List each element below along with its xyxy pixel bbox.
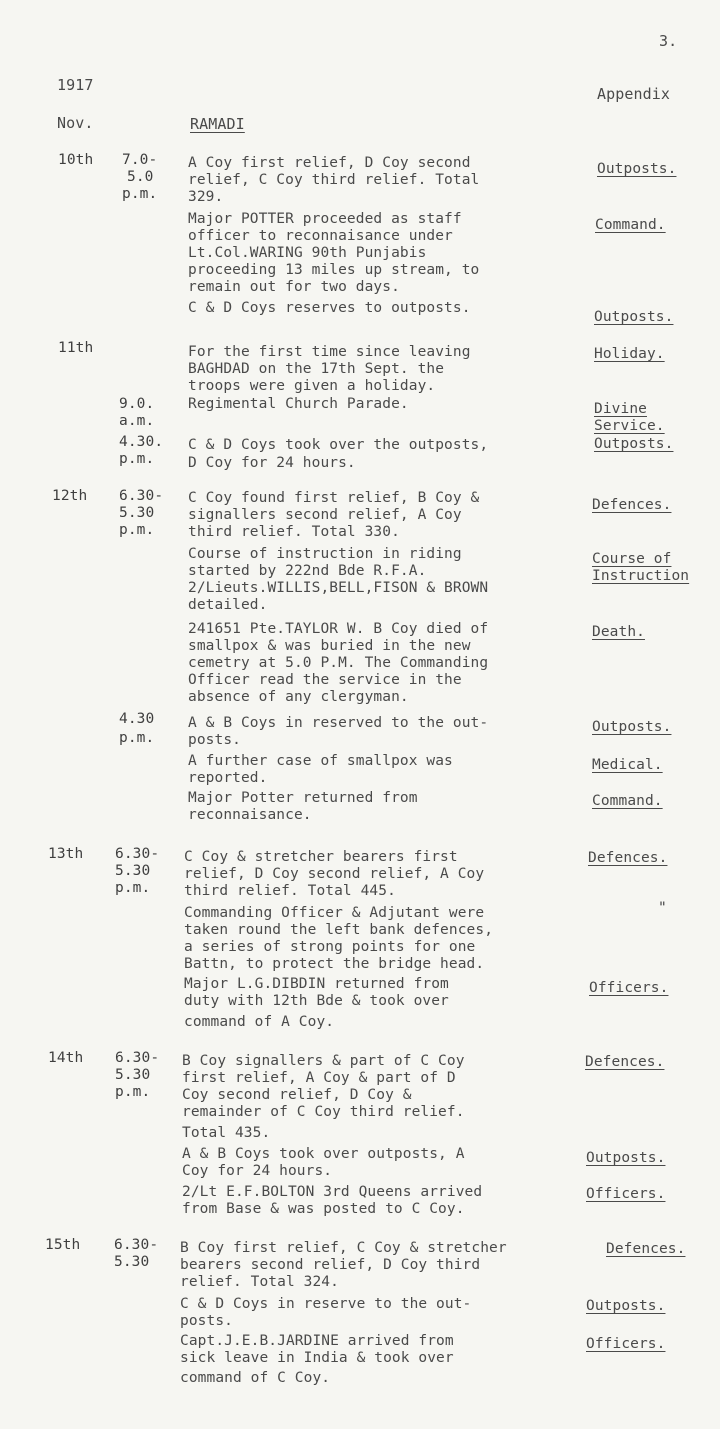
appendix-entry: Defences. [588, 850, 668, 866]
day-label: 13th [48, 846, 84, 862]
time-entry: 5.30 [114, 1254, 150, 1270]
entry-line: C Coy found first relief, B Coy & [188, 490, 480, 506]
entry-line: relief, D Coy second relief, A Coy [184, 866, 485, 882]
appendix-heading: Appendix [597, 85, 671, 103]
entry-line: relief, C Coy third relief. Total [188, 172, 480, 188]
appendix-entry: Outposts. [586, 1150, 666, 1166]
entry-line: command of C Coy. [180, 1370, 331, 1386]
appendix-entry: Holiday. [594, 346, 665, 362]
entry-line: command of A Coy. [184, 1014, 335, 1030]
time-entry: 5.30 [115, 863, 151, 879]
entry-line: Officer read the service in the [188, 672, 462, 688]
entry-line: 329. [188, 189, 224, 205]
entry-line: A & B Coys in reserved to the out- [188, 715, 489, 731]
time-entry: p.m. [119, 522, 155, 538]
day-label: 10th [58, 152, 94, 168]
entry-line: Course of instruction in riding [188, 546, 462, 562]
entry-line: A Coy first relief, D Coy second [188, 155, 471, 171]
time-entry: a.m. [119, 413, 155, 429]
entry-line: 2/Lt E.F.BOLTON 3rd Queens arrived [182, 1184, 483, 1200]
time-entry: p.m. [122, 186, 158, 202]
time-entry: 6.30- [119, 488, 164, 504]
entry-line: cemetry at 5.0 P.M. The Commanding [188, 655, 489, 671]
entry-line: first relief, A Coy & part of D [182, 1070, 456, 1086]
entry-line: reconnaisance. [188, 807, 312, 823]
appendix-entry: Defences. [585, 1054, 665, 1070]
entry-line: duty with 12th Bde & took over [184, 993, 449, 1009]
entry-line: Coy second relief, D Coy & [182, 1087, 412, 1103]
entry-line: posts. [188, 732, 241, 748]
time-entry: 7.0- [122, 152, 158, 168]
entry-line: Capt.J.E.B.JARDINE arrived from [180, 1333, 454, 1349]
time-entry: 6.30- [115, 1050, 160, 1066]
entry-line: A & B Coys took over outposts, A [182, 1146, 465, 1162]
appendix-entry: Outposts. [592, 719, 672, 735]
entry-line: remainder of C Coy third relief. [182, 1104, 465, 1120]
time-entry: p.m. [119, 451, 155, 467]
appendix-entry: Divine [594, 401, 647, 417]
entry-line: B Coy first relief, C Coy & stretcher [180, 1240, 507, 1256]
month: Nov. [57, 114, 94, 132]
entry-line: started by 222nd Bde R.F.A. [188, 563, 427, 579]
entry-line: bearers second relief, D Coy third [180, 1257, 481, 1273]
entry-line: troops were given a holiday. [188, 378, 436, 394]
appendix-entry: Officers. [586, 1186, 666, 1202]
appendix-entry: Officers. [589, 980, 669, 996]
entry-line: BAGHDAD on the 17th Sept. the [188, 361, 445, 377]
appendix-entry: Command. [592, 793, 663, 809]
entry-line: A further case of smallpox was [188, 753, 453, 769]
entry-line: a series of strong points for one [184, 939, 476, 955]
entry-line: Major L.G.DIBDIN returned from [184, 976, 449, 992]
entry-line: remain out for two days. [188, 279, 400, 295]
place-heading: RAMADI [190, 115, 245, 133]
entry-line: C & D Coys reserves to outposts. [188, 300, 471, 316]
entry-line: Lt.Col.WARING 90th Punjabis [188, 245, 427, 261]
appendix-entry: Outposts. [594, 309, 674, 325]
entry-line: officer to reconnaisance under [188, 228, 453, 244]
time-entry: 4.30. [119, 434, 164, 450]
day-label: 14th [48, 1050, 84, 1066]
entry-line: For the first time since leaving [188, 344, 471, 360]
ditto-mark: " [658, 900, 667, 916]
entry-line: Commanding Officer & Adjutant were [184, 905, 485, 921]
appendix-entry: Defences. [592, 497, 672, 513]
entry-line: Major POTTER proceeded as staff [188, 211, 462, 227]
appendix-entry: Outposts. [586, 1298, 666, 1314]
entry-line: taken round the left bank defences, [184, 922, 494, 938]
year: 1917 [57, 76, 94, 94]
entry-line: sick leave in India & took over [180, 1350, 454, 1366]
entry-line: D Coy for 24 hours. [188, 455, 356, 471]
appendix-entry: Outposts. [594, 436, 674, 452]
entry-line: Battn, to protect the bridge head. [184, 956, 485, 972]
time-entry: p.m. [115, 880, 151, 896]
entry-line: Total 435. [182, 1125, 271, 1141]
entry-line: Regimental Church Parade. [188, 396, 409, 412]
entry-line: Coy for 24 hours. [182, 1163, 333, 1179]
appendix-entry: Instruction [592, 568, 690, 584]
entry-line: reported. [188, 770, 268, 786]
entry-line: from Base & was posted to C Coy. [182, 1201, 465, 1217]
page-number: 3. [659, 32, 678, 50]
entry-line: Major Potter returned from [188, 790, 418, 806]
appendix-entry: Service. [594, 418, 665, 434]
appendix-entry: Officers. [586, 1336, 666, 1352]
entry-line: C & D Coys took over the outposts, [188, 437, 489, 453]
entry-line: C Coy & stretcher bearers first [184, 849, 458, 865]
entry-line: C & D Coys in reserve to the out- [180, 1296, 472, 1312]
appendix-entry: Medical. [592, 757, 663, 773]
entry-line: 2/Lieuts.WILLIS,BELL,FISON & BROWN [188, 580, 489, 596]
appendix-entry: Command. [595, 217, 666, 233]
time-entry: 5.0 [127, 169, 154, 185]
entry-line: third relief. Total 330. [188, 524, 400, 540]
appendix-entry: Defences. [606, 1241, 686, 1257]
time-entry: 6.30- [115, 846, 160, 862]
entry-line: posts. [180, 1313, 233, 1329]
appendix-entry: Course of [592, 551, 672, 567]
entry-line: B Coy signallers & part of C Coy [182, 1053, 465, 1069]
entry-line: proceeding 13 miles up stream, to [188, 262, 480, 278]
time-entry: 4.30 [119, 711, 155, 727]
time-entry: 9.0. [119, 396, 155, 412]
day-label: 12th [52, 488, 88, 504]
entry-line: signallers second relief, A Coy [188, 507, 462, 523]
day-label: 11th [58, 340, 94, 356]
appendix-entry: Death. [592, 624, 645, 640]
time-entry: p.m. [119, 730, 155, 746]
entry-line: 241651 Pte.TAYLOR W. B Coy died of [188, 621, 489, 637]
appendix-entry: Outposts. [597, 161, 677, 177]
time-entry: 5.30 [119, 505, 155, 521]
time-entry: p.m. [115, 1084, 151, 1100]
entry-line: smallpox & was buried in the new [188, 638, 471, 654]
entry-line: third relief. Total 445. [184, 883, 396, 899]
entry-line: absence of any clergyman. [188, 689, 409, 705]
time-entry: 5.30 [115, 1067, 151, 1083]
time-entry: 6.30- [114, 1237, 159, 1253]
entry-line: detailed. [188, 597, 268, 613]
day-label: 15th [45, 1237, 81, 1253]
entry-line: relief. Total 324. [180, 1274, 339, 1290]
